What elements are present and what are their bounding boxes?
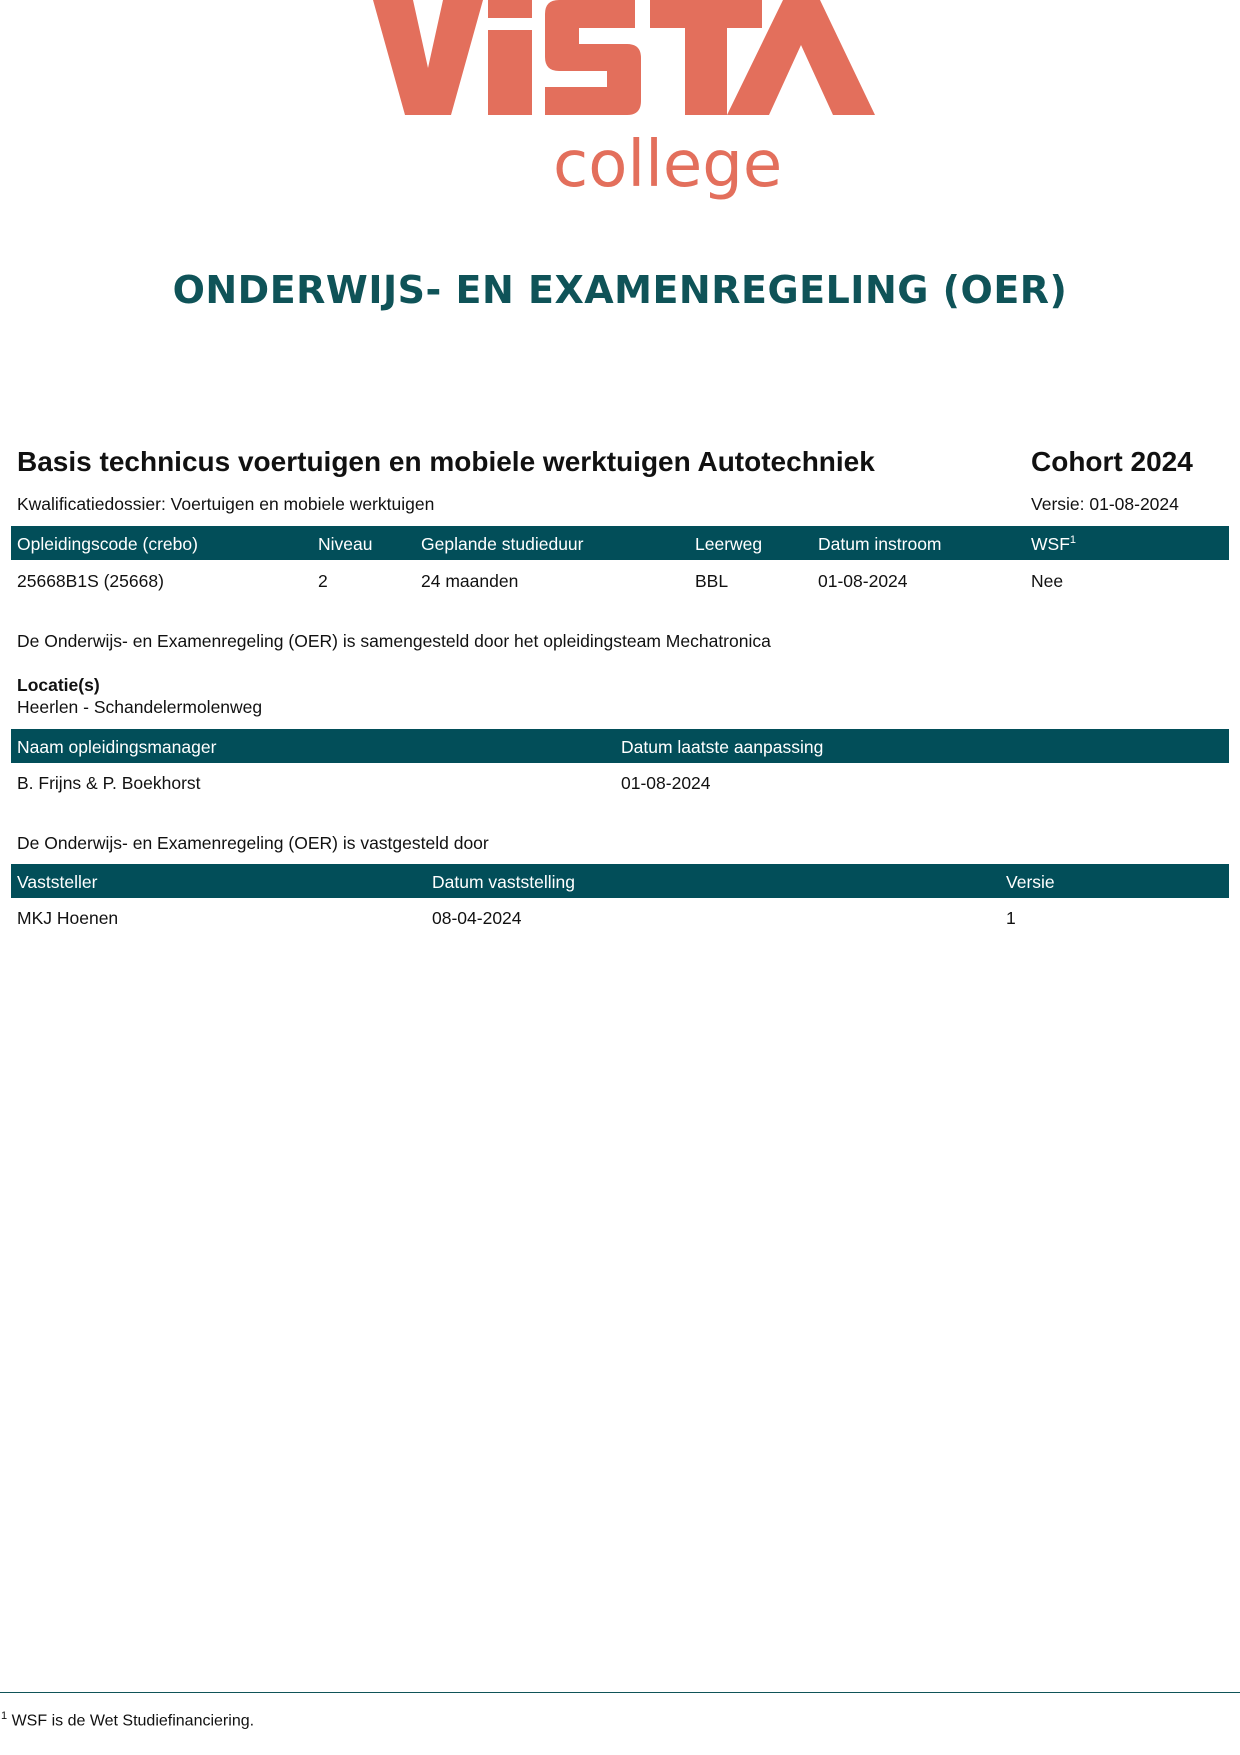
cell-date-established: 08-04-2024 (432, 908, 522, 928)
program-title: Basis technicus voertuigen en mobiele werktuigen Autotechniek (17, 446, 875, 477)
established-by-text: De Onderwijs- en Examenregeling (OER) is vastgesteld door (17, 833, 489, 853)
cell-vaststeller: MKJ Hoenen (17, 908, 119, 928)
establishment-header (11, 864, 1229, 898)
cell-wsf: Nee (1031, 571, 1064, 591)
cell-crebo: 25668B1S (25668) (17, 571, 164, 591)
cell-last-change: 01-08-2024 (621, 773, 711, 793)
header-crebo: Opleidingscode (crebo) (17, 534, 198, 554)
location-value: Heerlen - Schandelermolenweg (17, 697, 263, 717)
vista-college-logo (365, 0, 885, 205)
location-label: Locatie(s) (17, 675, 100, 695)
cohort-label: Cohort 2024 (1031, 446, 1193, 477)
wsf-label: WSF (1031, 534, 1070, 554)
header-vaststeller: Vaststeller (17, 872, 98, 892)
header-date-established: Datum vaststelling (432, 872, 575, 892)
program-info-header (11, 526, 1229, 560)
footnote-divider (0, 1692, 1240, 1693)
cell-versie: 1 (1006, 908, 1016, 928)
wsf-footnote-mark: 1 (1069, 534, 1077, 547)
footnote-text: WSF is de Wet Studiefinanciering. (11, 1712, 255, 1730)
header-wsf (1031, 534, 1076, 555)
header-versie: Versie (1006, 872, 1055, 892)
footnote-mark: 1 (1, 1710, 8, 1722)
qualification-dossier: Kwalificatiedossier: Voertuigen en mobiele werktuigen (17, 494, 435, 514)
header-niveau: Niveau (318, 534, 373, 554)
version-date: Versie: 01-08-2024 (1031, 494, 1179, 514)
header-last-change: Datum laatste aanpassing (621, 737, 824, 757)
composed-by-text: De Onderwijs- en Examenregeling (OER) is samengesteld door het opleidingsteam Mechatronica (17, 631, 771, 651)
header-studieduur: Geplande studieduur (421, 534, 584, 554)
header-manager: Naam opleidingsmanager (17, 737, 217, 757)
cell-studieduur: 24 maanden (421, 571, 519, 591)
header-leerweg: Leerweg (695, 534, 763, 554)
cell-leerweg: BBL (695, 571, 729, 591)
header-instroom: Datum instroom (818, 534, 942, 554)
svg-text:college: college (553, 128, 783, 202)
document-title: ONDERWIJS- EN EXAMENREGELING (OER) (172, 268, 1068, 312)
footnote (1, 1710, 254, 1730)
cell-instroom: 01-08-2024 (818, 571, 908, 591)
cell-niveau: 2 (318, 571, 328, 591)
manager-header (11, 729, 1229, 763)
cell-manager: B. Frijns & P. Boekhorst (17, 773, 201, 793)
